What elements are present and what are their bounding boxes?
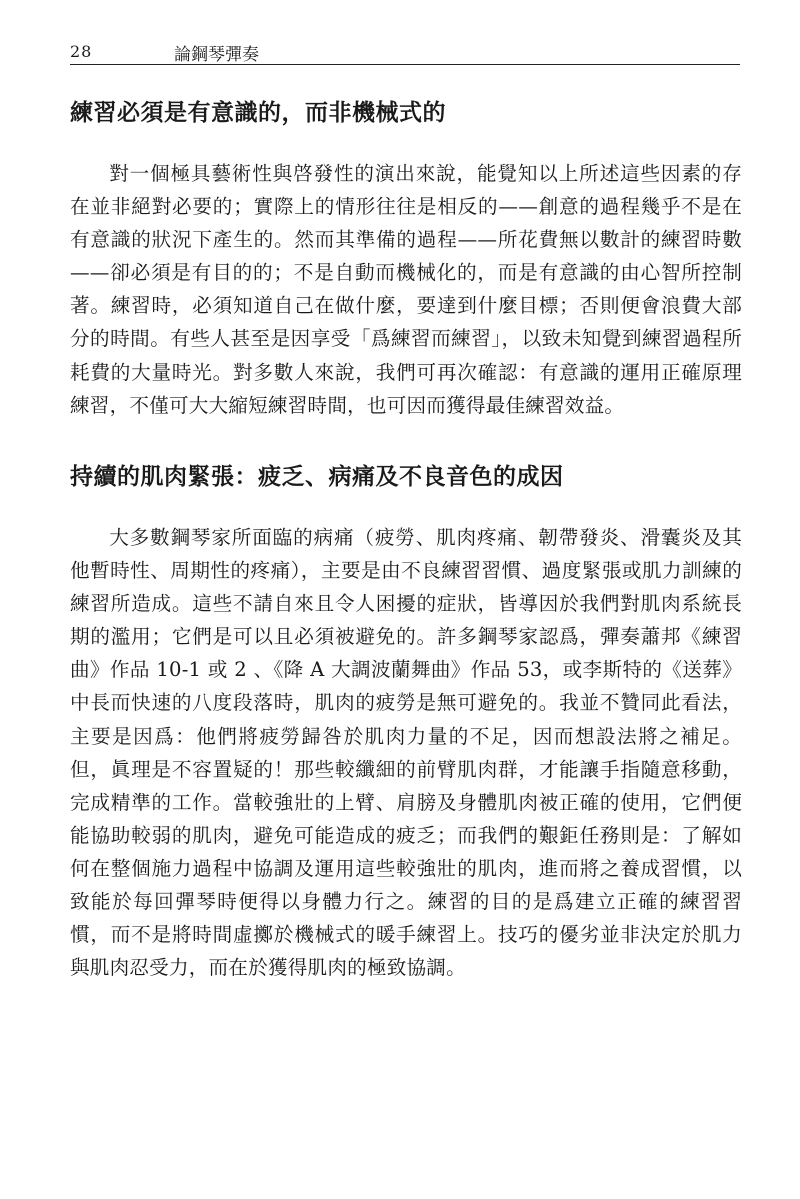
running-title: 論鋼琴彈奏 — [174, 45, 259, 65]
section-heading: 持續的肌肉緊張：疲乏、病痛及不良音色的成因 — [70, 464, 564, 490]
body-paragraph: 大多數鋼琴家所面臨的病痛（疲勞、肌肉疼痛、韌帶發炎、滑囊炎及其他暫時性、周期性的疼痛），主要是由不良練習習慣、過度緊張或肌力訓練的練習所造成。這些不請自來且令人困擾的症狀，皆導因於我們對肌肉系統長期的濫用；它們是可以且必須被避免的。許多鋼琴家認爲，彈奏蕭邦《練習曲》作品 10-1 或 2 、《降 A 大調波蘭舞曲》作品 53，或李斯特的《送葬》中長而快速的八度段落時，肌肉的疲勞是無可避免的。我並不贊同此看法，主要是因爲：他們將疲勞歸咎於肌肉力量的不足，因而想設法將之補足。但，眞理是不容置疑的！那些較纖細的前臂肌肉群，才能讓手指隨意移動，完成精準的工作。當較強壯的上臂、肩膀及身體肌肉被正確的使用，它們便能協助較弱的肌肉，避免可能造成的疲乏；而我們的艱鉅任務則是：了解如何在整個施力過程中協調及運用這些較強壯的肌肉，進而將之養成習慣，以致能於每回彈琴時便得以身體力行之。練習的目的是爲建立正確的練習習慣，而不是將時間虛擲於機械式的暖手練習上。技巧的優劣並非決定於肌力與肌肉忍受力，而在於獲得肌肉的極致協調。 — [70, 526, 742, 980]
running-header — [70, 40, 740, 65]
body-paragraph: 對一個極具藝術性與啓發性的演出來說，能覺知以上所述這些因素的存在並非絕對必要的；實際上的情形往往是相反的——創意的過程幾乎不是在有意識的狀況下產生的。然而其準備的過程——所花費無以數計的練習時數——卻必須是有目的的；不是自動而機械化的，而是有意識的由心智所控制著。練習時，必須知道自己在做什麼，要達到什麼目標；否則便會浪費大部分的時間。有些人甚至是因享受「爲練習而練習」，以致未知覺到練習過程所耗費的大量時光。對多數人來說，我們可再次確認：有意識的運用正確原理練習，不僅可大大縮短練習時間，也可因而獲得最佳練習效益。 — [70, 162, 742, 417]
page-number: 28 — [70, 42, 93, 61]
section-heading: 練習必須是有意識的，而非機械式的 — [70, 100, 446, 126]
section-muscle-tension — [70, 458, 742, 984]
section-conscious-practice — [70, 94, 742, 422]
